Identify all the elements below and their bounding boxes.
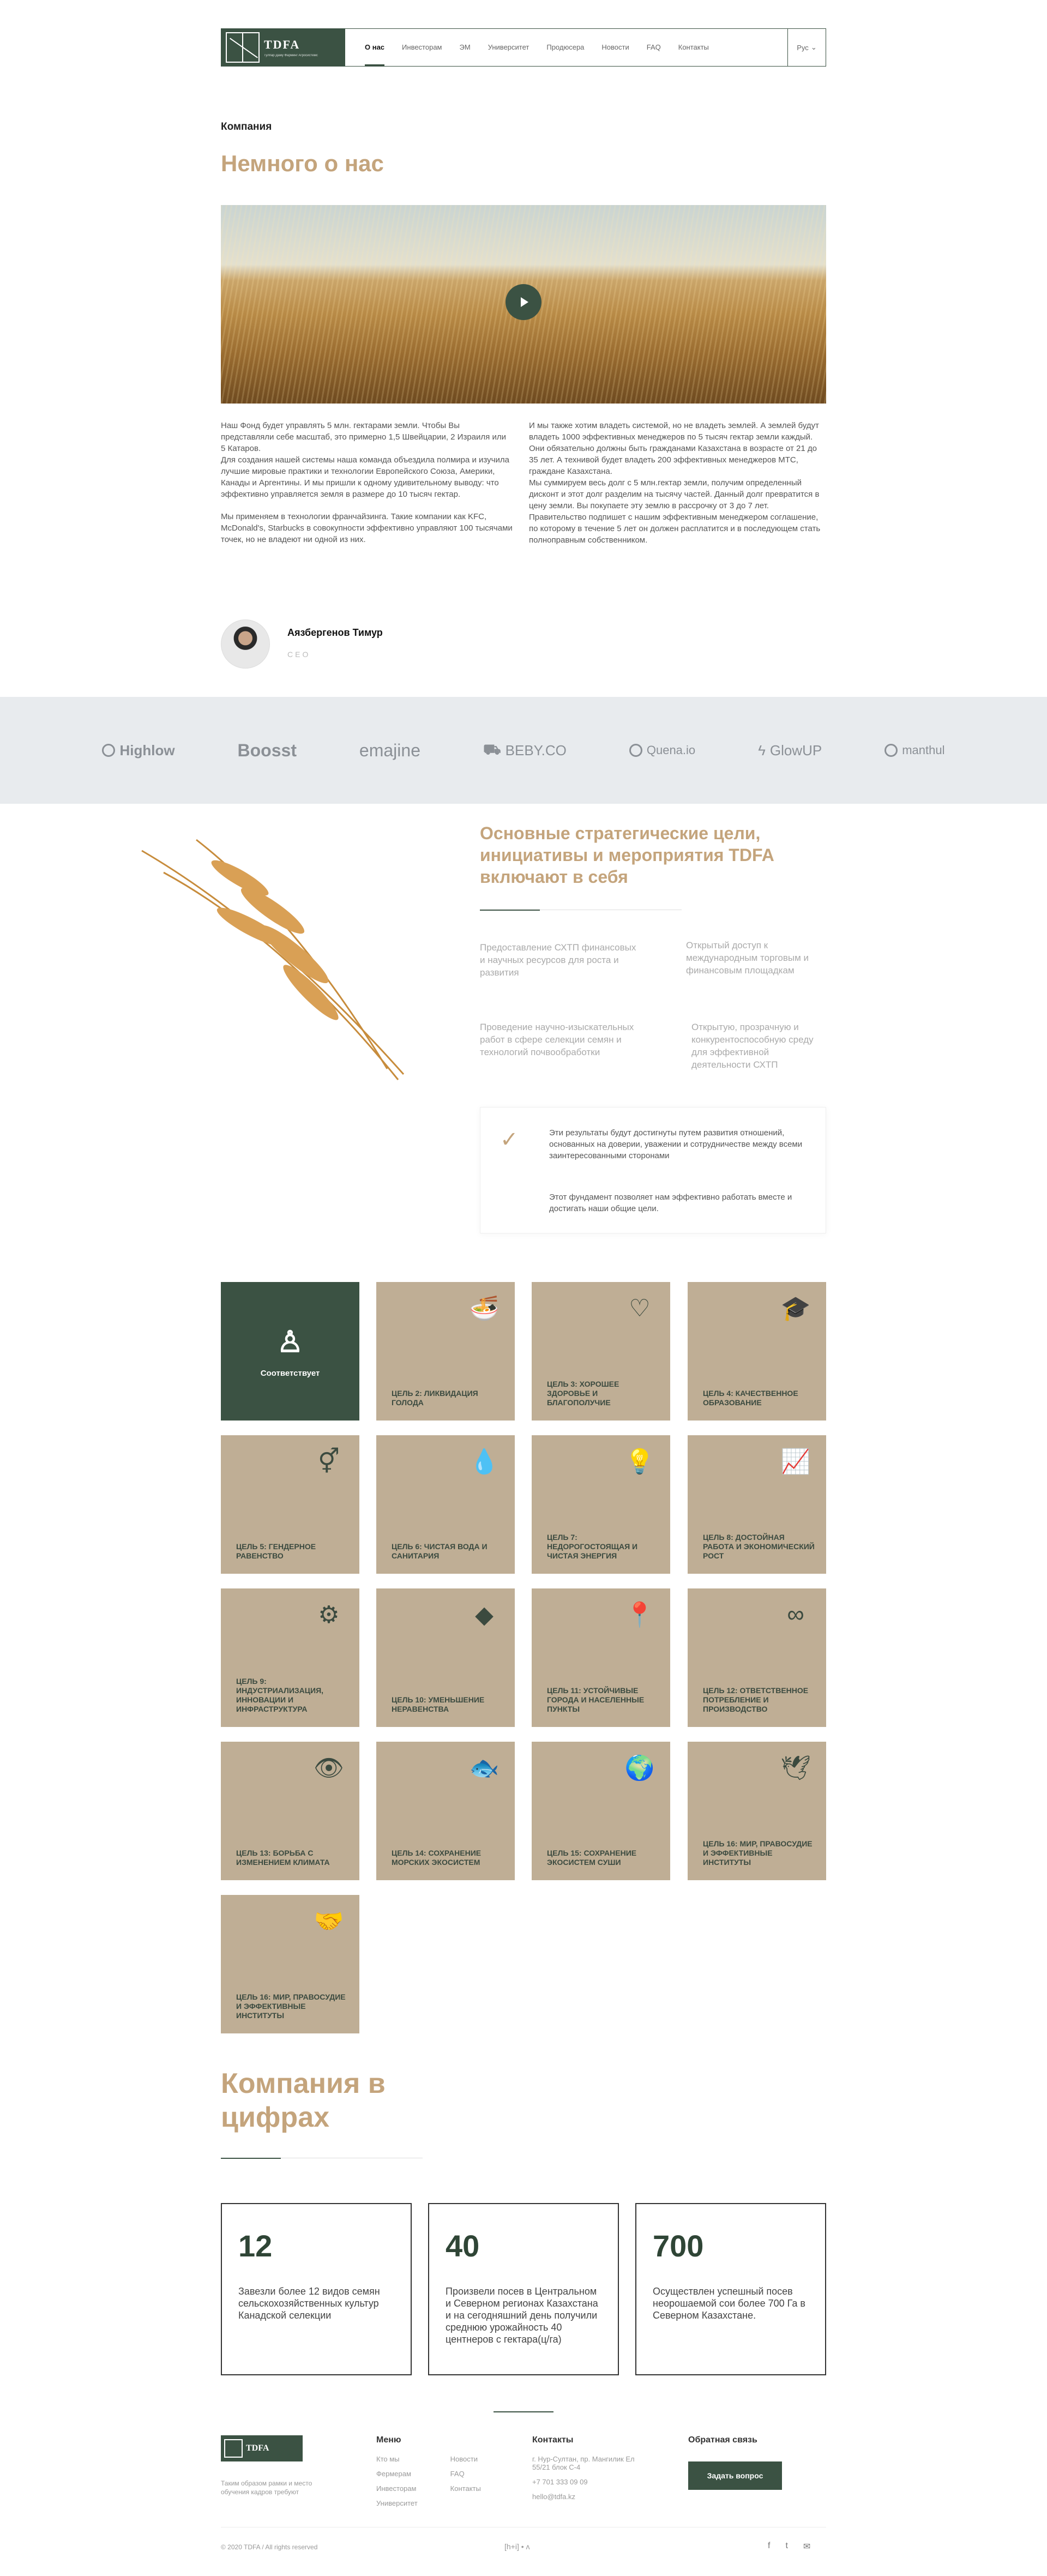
title-underline [480,910,540,911]
stat-desc: Завезли более 12 видов семян сельскохозяйственных культур Канадской селекции [238,2286,380,2321]
sdg-tile[interactable] [221,1742,359,1880]
checkmark-icon: ✓ [500,1128,519,1152]
section-eyebrow: Компания [221,121,272,133]
about-paragraph: Наш Фонд будет управлять 5 млн. гектарами земли. Чтобы Вы представляли себе масштаб, это примерно 1,5 Швейцарии, 2 Израиля или 5 Катаров. [221,421,506,453]
footer-link[interactable]: Фермерам [376,2470,411,2478]
sdg-tile[interactable] [376,1742,515,1880]
result-text: Этот фундамент позволяет нам эффективно работать вместе и достигать наши общие цели. [549,1193,792,1213]
about-paragraph: И мы также хотим владеть системой, но не владеть землей. А землей будут владеть 1000 эффективных менеджеров по 5 тысяч гектар земли каждый. Они обязательно должны быть гражданами Казахстана в возрасте от 21 до 35 лет. А технивой будет владеть 200 эффективных менеджеров МТС, граждане Казахстана. [529,421,819,476]
partner-icon [884,744,898,757]
footer-contacts [532,2435,652,2507]
main-nav [345,29,787,66]
partner-logo[interactable] [102,742,174,759]
stat-card [428,2203,619,2375]
partner-name: Highlow [119,742,175,759]
fish-icon: 🐟 [469,1755,500,1781]
goal-item: Открытую, прозрачную и конкурентоспособную среду для эффективной деятельности СХТП [691,1022,814,1070]
hands-people-icon: ♙ [276,1326,304,1358]
numbers-title: Компания в цифрах [221,2068,386,2133]
footer-link[interactable]: Инвесторам [376,2484,417,2493]
sdg-tile[interactable] [532,1282,670,1421]
sdg-tile[interactable] [532,1588,670,1727]
mail-icon[interactable]: ✉ [803,2542,811,2551]
sdg-tile[interactable] [221,1895,359,2033]
wheat-image [131,829,414,1085]
ceo-name: Аязбергенов Тимур [287,627,383,638]
social-links [768,2541,810,2552]
sdg-tile-label: ЦЕЛЬ 2: ЛИКВИДАЦИЯ ГОЛОДА [392,1389,478,1407]
partner-name: GlowUP [769,742,822,759]
ceo-role: CEO [287,650,311,659]
partners-strip [0,697,1047,804]
sdg-tile[interactable] [688,1435,826,1574]
stat-number: 12 [238,2229,273,2263]
partner-logo[interactable] [758,742,822,759]
heart-pulse-icon: ♡ [629,1295,651,1322]
sdg-tile-label: ЦЕЛЬ 10: УМЕНЬШЕНИЕ НЕРАВЕНСТВА [392,1695,485,1713]
partner-logo[interactable] [884,743,944,757]
goal-item: Проведение научно-изыскательных работ в сфере селекции семян и технологий почвообработки [480,1022,634,1057]
sdg-main-label: Соответствует [260,1369,320,1378]
stat-number: 40 [446,2229,480,2263]
nav-university[interactable]: Университет [488,43,529,51]
play-icon[interactable] [506,284,541,320]
logo-mark-icon [226,32,260,63]
sdg-tile[interactable] [532,1742,670,1880]
sdg-tile[interactable] [532,1435,670,1574]
sdg-tile-label: ЦЕЛЬ 4: КАЧЕСТВЕННОЕ ОБРАЗОВАНИЕ [703,1389,798,1407]
sdg-tile[interactable] [688,1282,826,1421]
sdg-tile-label: ЦЕЛЬ 13: БОРЬБА С ИЗМЕНЕНИЕМ КЛИМАТА [236,1849,330,1867]
sdg-tile[interactable] [376,1588,515,1727]
partner-logo[interactable] [629,743,695,757]
sdg-tile-label: ЦЕЛЬ 9: ИНДУСТРИАЛИЗАЦИЯ, ИННОВАЦИИ И ИНФРАСТРУКТУРА [236,1677,324,1713]
footer-logo[interactable] [221,2435,303,2461]
sdg-tile[interactable] [688,1742,826,1880]
ask-question-button[interactable]: Задать вопрос [688,2461,782,2490]
twitter-icon[interactable]: t [785,2541,788,2550]
sdg-tile-label: ЦЕЛЬ 12: ОТВЕТСТВЕННОЕ ПОТРЕБЛЕНИЕ И ПРОИЗВОДСТВО [703,1686,809,1713]
footer-feedback [688,2435,757,2455]
sdg-tile-label: ЦЕЛЬ 11: УСТОЙЧИВЫЕ ГОРОДА И НАСЕЛЕННЫЕ ПУНКТЫ [547,1686,645,1713]
gender-equality-icon: ⚥ [318,1448,340,1475]
footer-email[interactable]: hello@tdfa.kz [532,2493,575,2501]
partner-name: Quena.io [646,743,696,757]
partner-icon [629,744,642,757]
sdg-tile-label: ЦЕЛЬ 6: ЧИСТАЯ ВОДА И САНИТАРИЯ [392,1542,488,1560]
bolt-icon: ϟ [758,742,766,759]
globe-hands-icon: 🌍 [624,1755,655,1781]
stat-desc: Произвели посев в Центральном и Северном регионах Казахстана и на сегодняшний день получили среднюю урожайность 40 центнеров с гектара(ц/га) [446,2286,598,2345]
water-drop-icon: 💧 [469,1448,500,1475]
logo-tagline: Тулпар Даму Фарминг Агросистемс [264,54,318,57]
sdg-tile[interactable] [221,1588,359,1727]
network-icon: ⚙ [318,1601,340,1628]
partner-logo[interactable] [359,741,420,761]
logo-mark-icon [224,2439,243,2458]
stat-card [635,2203,826,2375]
dove-icon: 🕊 [780,1755,811,1781]
sdg-tile-label: ЦЕЛЬ 16: МИР, ПРАВОСУДИЕ И ЭФФЕКТИВНЫЕ ИНСТИТУТЫ [236,1993,346,2020]
partner-name: emajine [359,740,420,760]
footer-phone[interactable]: +7 701 333 09 09 [532,2478,588,2486]
result-text: Эти результаты будут достигнуты путем развития отношений, основанных на доверии, уважении и сотрудничестве между всеми заинтересованными сторонами [549,1128,803,1160]
about-col-2 [529,420,826,546]
page-title: Немного о нас [221,151,384,176]
facebook-icon[interactable]: f [768,2541,771,2550]
nav-investors[interactable]: Инвесторам [402,43,442,51]
sdg-tile[interactable] [376,1435,515,1574]
hands-globe-icon: 🤝 [314,1908,344,1935]
chevron-down-icon: ⌄ [810,43,817,51]
footer-feedback-title: Обратная связь [688,2435,757,2445]
footer-link[interactable]: FAQ [450,2470,465,2478]
goal-item: Предоставление СХТП финансовых и научных ресурсов для роста и развития [480,942,636,978]
footer-link[interactable]: Университет [376,2499,418,2507]
eye-globe-icon: 👁 [314,1755,344,1781]
graduation-cap-icon: 🎓 [780,1295,811,1322]
logo[interactable] [221,29,345,66]
partner-name: BEBY.CO [505,742,567,759]
goal-item: Открытый доступ к международным торговым и финансовым площадкам [686,940,809,976]
sdg-tile[interactable] [688,1588,826,1727]
sdg-tile[interactable] [376,1282,515,1421]
stat-card [221,2203,412,2375]
sdg-tile-label: ЦЕЛЬ 14: СОХРАНЕНИЕ МОРСКИХ ЭКОСИСТЕМ [392,1849,482,1867]
logo-name: TDFA [264,38,300,51]
hero-video[interactable] [221,205,826,404]
location-pin-icon: 📍 [624,1602,655,1628]
footer-address: г. Нур-Султан, пр. Мангилик Ел 55/21 блок С-4 [532,2455,635,2471]
about-paragraph: Мы применяем в технологии франчайзинга. Такие компании как KFC, McDonald's, Starbucks в совокупности эффективно управляют 100 тысячами точек, но не владеют ни одной из них. [221,512,513,544]
avatar [221,619,270,669]
nav-producers[interactable]: Продюсера [546,43,585,51]
lightbulb-icon: 💡 [624,1448,655,1475]
partner-name: Boosst [237,740,297,760]
strategy-title: Основные стратегические цели, инициативы и мероприятия TDFA включают в себя [480,823,774,887]
about-paragraph: Мы суммируем весь долг с 5 млн.гектар земли, получим определенный дисконт и этот долг разделим на тысячу частей. Данный долг превратится в цену земли. Вы покупаете эту землю в рассрочку от 3 до 7 лет. Правительство подпишет с нашим эффективным менеджером соглашение, по которому в течение 5 лет он должен расплатится и в последующем стать полноправным собственником. [529,478,821,545]
partner-name: manthul [902,743,945,757]
developer-credit[interactable]: [h+i] • ʌ [504,2542,530,2551]
partner-logo[interactable] [483,741,567,760]
infinity-icon: ∞ [787,1601,804,1628]
about-paragraph: Для создания нашей системы наша команда объездила полмира и изучила лучшие мировые практики и технологии Европейского Союза, Америки, Канады и Аргентины. И мы пришли к одному удивительному выводу: что эффективно управляется земля в размере до 10 тысяч гектар. [221,455,509,499]
stat-desc: Осуществлен успешный посев неорошаемой сои более 700 Га в Северном Казахстане. [653,2286,805,2321]
sdg-tile-label: ЦЕЛЬ 7: НЕДОРОГОСТОЯЩАЯ И ЧИСТАЯ ЭНЕРГИЯ [547,1533,638,1560]
language-select[interactable] [787,29,826,66]
footer-logo-name: TDFA [246,2443,269,2453]
result-card [480,1107,826,1233]
language-value: Рус [797,43,809,52]
sdg-tile-label: ЦЕЛЬ 5: ГЕНДЕРНОЕ РАВЕНСТВО [236,1542,316,1560]
footer-menu-title: Меню [376,2435,401,2445]
arrows-diamond-icon: ◆ [475,1601,494,1628]
footer-contacts-title: Контакты [532,2435,574,2445]
partner-logo[interactable] [238,741,297,761]
footer-about: Таким образом рамки и место обучения кадров требуют [221,2479,312,2496]
growth-chart-icon: 📈 [780,1448,811,1475]
site-header [221,28,826,67]
sdg-tile-label: ЦЕЛЬ 15: СОХРАНЕНИЕ ЭКОСИСТЕМ СУШИ [547,1849,637,1867]
stat-number: 700 [653,2229,704,2263]
nav-about[interactable]: О нас [356,29,393,66]
noodles-icon: 🍜 [469,1295,500,1322]
partner-icon [102,744,115,757]
nav-em[interactable]: ЭМ [459,43,471,51]
footer-link[interactable]: Новости [450,2455,478,2463]
stroller-icon: ⛟ [483,741,501,757]
nav-faq[interactable]: FAQ [646,43,661,51]
nav-news[interactable]: Новости [601,43,629,51]
copyright: © 2020 TDFA / All rights reserved [221,2543,318,2551]
sdg-tile-label: ЦЕЛЬ 3: ХОРОШЕЕ ЗДОРОВЬЕ И БЛАГОПОЛУЧИЕ [547,1380,619,1407]
title-underline [221,2158,281,2159]
footer-link[interactable]: Кто мы [376,2455,400,2463]
sdg-tile-label: ЦЕЛЬ 8: ДОСТОЙНАЯ РАБОТА И ЭКОНОМИЧЕСКИЙ РОСТ [703,1533,815,1560]
about-col-1 [221,420,513,545]
footer-divider [494,2411,553,2412]
nav-contacts[interactable]: Контакты [678,43,709,51]
footer-menu [376,2435,481,2514]
footer-link[interactable]: Контакты [450,2484,481,2493]
sdg-tile-main[interactable] [221,1282,359,1421]
sdg-tile[interactable] [221,1435,359,1574]
sdg-tile-label: ЦЕЛЬ 16: МИР, ПРАВОСУДИЕ И ЭФФЕКТИВНЫЕ ИНСТИТУТЫ [703,1839,813,1867]
